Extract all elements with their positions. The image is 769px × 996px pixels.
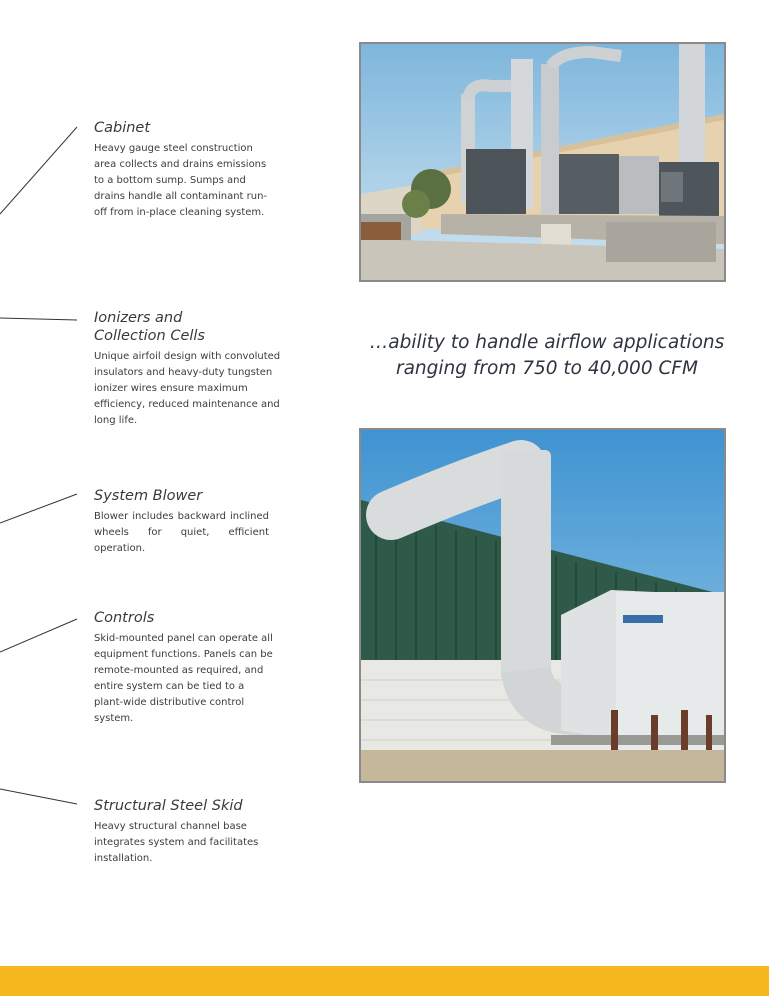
airflow-tagline: [360, 330, 734, 382]
callout-cabinet: [94, 119, 274, 221]
callout-title: Ionizers and Collection Cells: [94, 310, 205, 344]
skid-leader-line: [0, 789, 77, 804]
installation-photo-bottom: [359, 428, 726, 783]
callout-title: Structural Steel Skid: [94, 798, 243, 814]
callout-ionizers: [94, 309, 281, 429]
tagline-line-2: ranging from 750 to 40,000 CFM: [395, 358, 699, 379]
callout-title: Controls: [94, 610, 155, 626]
callout-title: Cabinet: [94, 120, 151, 136]
callout-title: System Blower: [94, 488, 203, 504]
callout-body: Unique airfoil design with convoluted insulators and heavy-duty tungsten ionizer wires ensure maximum efficiency, reduced maintenance and long life.: [94, 351, 281, 426]
callout-controls: [94, 609, 274, 727]
callout-body: Blower includes backward inclined wheels for quiet, efficient operation.: [94, 511, 269, 554]
callout-blower: [94, 487, 274, 557]
callout-body: Heavy structural channel base integrates system and facilitates installation.: [94, 821, 259, 864]
callout-body: Skid-mounted panel can operate all equipment functions. Panels can be remote-mounted as required, and entire system can be tied to a plant-wide distributive control system.: [94, 633, 273, 724]
blower-leader-line: [0, 494, 77, 523]
tagline-line-1: …ability to handle airflow applications: [369, 332, 725, 353]
cabinet-leader-line: [0, 127, 77, 214]
callout-skid: [94, 797, 274, 867]
installation-photo-top: [359, 42, 726, 282]
callout-body: Heavy gauge steel construction area collects and drains emissions to a bottom sump. Sumps and drains handle all contaminant run-off from in-place cleaning system.: [94, 143, 268, 218]
footer-accent-bar: [0, 966, 769, 996]
controls-leader-line: [0, 619, 77, 652]
ionizers-leader-line: [0, 318, 77, 320]
